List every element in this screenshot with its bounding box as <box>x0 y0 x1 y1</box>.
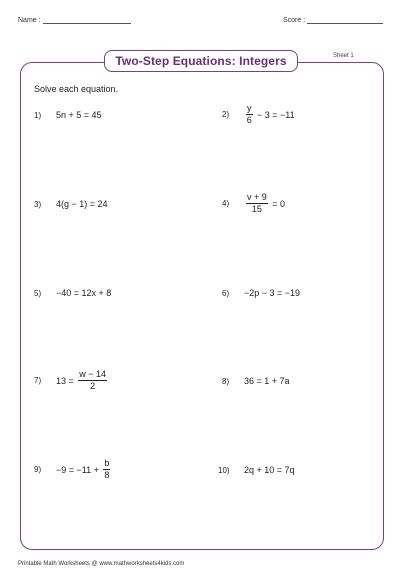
fraction-numerator: v + 9 <box>247 192 267 202</box>
sheet-label: Sheet 1 <box>333 53 354 59</box>
equation <box>244 104 295 125</box>
problem-1 <box>34 110 102 120</box>
problem-10 <box>218 465 295 475</box>
fraction <box>103 459 110 480</box>
fraction <box>246 193 268 214</box>
problem-number: 6) <box>222 288 230 298</box>
equation: 36 = 1 + 7a <box>244 376 290 386</box>
problem-number: 10) <box>218 465 230 475</box>
instructions: Solve each equation. <box>34 84 119 94</box>
problem-number: 7) <box>34 376 42 385</box>
problem-number: 5) <box>34 288 42 298</box>
equation-rest: = 0 <box>269 198 286 209</box>
fraction-denominator: 15 <box>251 204 262 214</box>
equation: 2q + 10 = 7q <box>244 465 295 475</box>
name-line[interactable] <box>43 16 131 24</box>
score-line[interactable] <box>307 16 383 24</box>
fraction <box>246 104 253 125</box>
score-label: Score : <box>283 17 306 24</box>
problem-3 <box>34 199 108 209</box>
problem-number: 3) <box>34 199 42 209</box>
equation <box>244 193 285 214</box>
equation: −2p − 3 = −19 <box>244 288 301 298</box>
equation <box>56 459 112 480</box>
equation: 4(g − 1) = 24 <box>56 199 108 209</box>
fraction-denominator: 8 <box>104 470 110 480</box>
fraction-numerator: w − 14 <box>79 369 107 379</box>
fraction-denominator: 2 <box>90 381 96 391</box>
problem-9 <box>34 459 112 480</box>
footer-credit: Printable Math Worksheets @ www.mathworksheets4kids.com <box>18 561 185 567</box>
problem-2 <box>222 104 295 125</box>
equation: −40 = 12x + 8 <box>56 288 112 298</box>
fraction <box>78 370 107 391</box>
equation-rest: − 3 = −11 <box>254 109 295 120</box>
name-label: Name : <box>18 17 41 24</box>
problem-number: 9) <box>34 465 42 474</box>
problem-4 <box>222 193 285 214</box>
score-field[interactable] <box>283 16 383 24</box>
equation-start: 13 = <box>56 375 77 386</box>
equation <box>56 370 109 391</box>
problem-7 <box>34 370 109 391</box>
problem-number: 8) <box>222 376 230 386</box>
fraction-numerator: b <box>104 458 110 468</box>
name-field[interactable] <box>18 16 131 24</box>
problem-5 <box>34 288 111 298</box>
fraction-denominator: 6 <box>246 115 252 125</box>
equation-start: −9 = −11 + <box>56 464 102 475</box>
equation: 5n + 5 = 45 <box>56 110 102 120</box>
problem-number: 1) <box>34 110 42 120</box>
problem-number: 2) <box>222 110 230 119</box>
problem-8 <box>222 376 290 386</box>
problem-number: 4) <box>222 199 230 208</box>
worksheet-title: Two-Step Equations: Integers <box>104 50 298 72</box>
fraction-numerator: y <box>247 103 252 113</box>
problem-6 <box>222 288 300 298</box>
